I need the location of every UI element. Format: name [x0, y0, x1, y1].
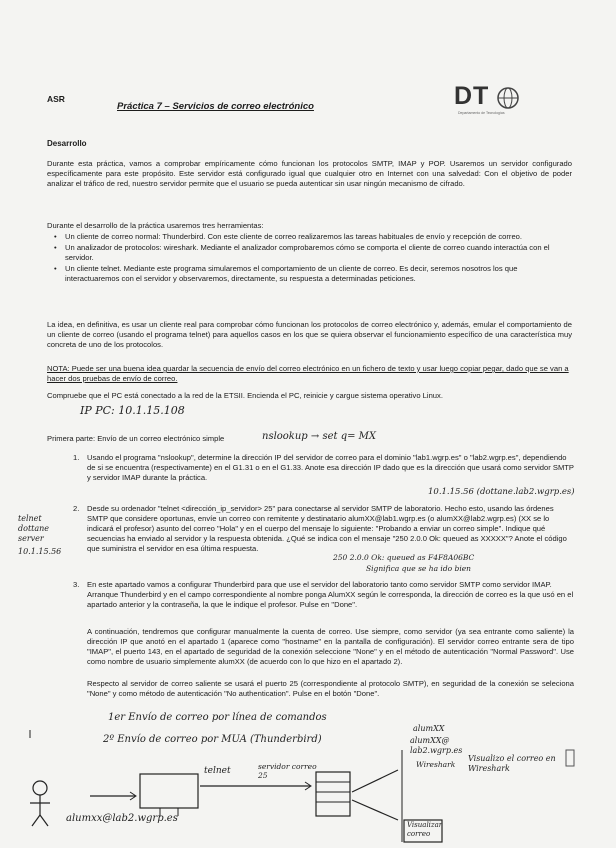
step-text: Desde su ordenador "telnet <dirección_ip_servidor> 25" para conectarse al servidor SMTP de laboratorio. Hecho esto, usando las órdenes SMTP que considere oportunas, envíe un correo con remitente y destinatario alumXX@lab1.wgrp.es (o alumXX@lab2.wgrp.es) (XX se lo indicará el profesor) asunto del correo "Hola" y en el cuerpo del mensaje lo siguiente: "Probando a enviar un correo simple". Indique qué secuencias ha enviado al servidor y la respuesta obtenida. ¿Qué se indica con el mensaje "250 2.0.0 Ok: queued as XXXXX"? Anote el código que suministra el servidor en esa última respuesta. [87, 504, 567, 553]
annotation-right-alum: alumXX [413, 724, 445, 733]
logo-text: DT [454, 82, 490, 110]
part1-title: Primera parte: Envío de un correo electrónico simple [47, 434, 225, 443]
annotation-nslookup: nslookup → set q= MX [262, 431, 377, 442]
page-title: Práctica 7 – Servicios de correo electrónico [117, 101, 314, 112]
step-3: 3. En este apartado vamos a configurar Thunderbird para que use el servidor del laboratorio tanto como servidor SMTP como servidor IMAP. Arranque Thunderbird y en el campo correspondiente al nombre ponga AlumXX según le corresponda, la dirección de correo es la que usó en el apartado anterior y la contraseña, la que le indique el profesor. Pulse en "Done". [73, 580, 574, 609]
course-code: ASR [47, 94, 65, 104]
idea-paragraph: La idea, en definitiva, es usar un cliente real para comprobar cómo funcionan los protocolos de correo electrónico y, además, emular el comportamiento de un cliente de correo (usando el programa telnet) para aquellos casos en los que se quiera observar el funcionamiento específico de una característica muy concreta de uno de los protocolos. [47, 320, 572, 349]
annotation-queued-meaning: Significa que se ha ido bien [366, 564, 472, 573]
annotation-stick-label: alumxx@lab2.wgrp.es [66, 813, 178, 824]
intro-paragraph: Durante esta práctica, vamos a comprobar empíricamente cómo funcionan los protocolos SMTP, IMAP y POP. Usaremos un servidor configurado específicamente para este propósito. Este servidor está configurado igual que cualquier otro en Internet con una salvedad: Con el objetivo de poder analizar el tráfico de red, nuestro servidor permite que el usuario se pueda autenticar sin usar ningún mecanismo de cifrado. [47, 159, 572, 188]
annotation-right-alum-at: alumXX@ [410, 736, 450, 745]
step-1: 1. Usando el programa "nslookup", determine la dirección IP del servidor de correo para el dominio "lab1.wgrp.es" o "lab2.wgrp.es", dependiendo de si se encuentra (respectivamente) en el G1.31 o en el G1.33. Anote esa dirección IP dado que es la dirección que usará como servidor SMTP y servidor IMAP durante la práctica. [73, 453, 574, 482]
annotation-wireshark: Wireshark [416, 760, 456, 769]
annotation-visualize-wireshark: Visualizo el correo en Wireshark [468, 754, 556, 773]
annotation-telnet: telnet [204, 766, 231, 776]
logo-globe-icon [496, 86, 520, 110]
annotation-visualize-box: Visualizar correo [407, 821, 443, 838]
annotation-second-send: 2º Envío de correo por MUA (Thunderbird) [103, 734, 322, 745]
check-paragraph: Compruebe que el PC está conectado a la red de la ETSII. Encienda el PC, reinicie y cargue sistema operativo Linux. [47, 391, 443, 400]
tools-list [47, 232, 572, 285]
annotation-ip-pc: IP PC: 10.1.15.108 [80, 404, 185, 417]
tool-item: • Un cliente de correo normal: Thunderbird. Con este cliente de correo realizaremos las tareas habituales de envío y recepción de correo. [47, 232, 572, 242]
annotation-ip-result: 10.1.15.56 (dottane.lab2.wgrp.es) [428, 487, 575, 497]
logo-subtitle: Departamento de Tecnologías [458, 111, 505, 115]
step-text: Usando el programa "nslookup", determine la dirección IP del servidor de correo para el dominio "lab1.wgrp.es" o "lab2.wgrp.es", dependiendo de si se encuentra (respectivamente) en el G1.31 o en el G1.33. Anote esa dirección IP dado que es la dirección que usará como servidor SMTP y servidor IMAP durante la práctica. [87, 453, 574, 482]
config-paragraph-2: Respecto al servidor de correo saliente se usará el puerto 25 (correspondiente al protocolo SMTP), en seguridad de la conexión se seleciona "None" y como método de autenticación "No authentication". Pulse en el botón "Done". [87, 679, 574, 698]
annotation-first-send: 1er Envío de correo por línea de comandos [108, 712, 327, 723]
tool-item: • Un cliente telnet. Mediante este programa simularemos el comportamiento de un cliente de correo. Es decir, seremos nosotros los que interactuaremos con el servidor y observaremos, directamente, su respuesta a determinadas peticiones. [47, 264, 572, 284]
step-text: En este apartado vamos a configurar Thunderbird para que use el servidor del laboratorio tanto como servidor SMTP como servidor IMAP. Arranque Thunderbird y en el campo correspondiente al nombre ponga AlumXX según le corresponda, la dirección de correo es la que usó en el apartado anterior y la contraseña, la que le indique el profesor. Pulse en "Done". [87, 580, 574, 609]
annotation-telnet-sub: servidor correo 25 [258, 762, 317, 780]
step-2: 2. Desde su ordenador "telnet <dirección_ip_servidor> 25" para conectarse al servidor SMTP de laboratorio. Hecho esto, usando las órdenes SMTP que considere oportunas, envíe un correo con remitente y destinatario alumXX@lab1.wgrp.es (o alumXX@lab2.wgrp.es) (XX se lo indicará el profesor) asunto del correo "Hola" y en el cuerpo del mensaje lo siguiente: "Probando a enviar un correo simple". Indique qué secuencias ha enviado al servidor y la respuesta obtenida. ¿Qué se indica con el mensaje "250 2.0.0 Ok: queued as XXXXX"? Anote el código que suministra el servidor en esa última respuesta. [73, 504, 567, 553]
config-paragraph-1: A continuación, tendremos que configurar manualmente la cuenta de correo. Use siempre, como servidor (ya sea entrante como saliente) la dirección IP que anotó en el apartado 1 (aparece como "hostname" en la pantalla de configuración). El servidor correo entrante sera de tipo "IMAP", el puerto 143, en el apartado de seguridad de la conexión seleccione "None" y en el método de autenticación "Normal Password". Use como nombre de usuario simplemente alumXX (de acuerdo con lo que hizo en el apartado 2). [87, 627, 574, 666]
section-heading: Desarrollo [47, 139, 87, 148]
tool-item: • Un analizador de protocolos: wireshark. Mediante el analizador comprobaremos cómo se comporta el cliente de correo cuando interactúa con el servidor. [47, 243, 572, 263]
annotation-queued: 250 2.0.0 Ok: queued as F4F8A06BC [333, 553, 475, 562]
tools-intro: Durante el desarrollo de la práctica usaremos tres herramientas: [47, 221, 264, 230]
logo [454, 82, 524, 122]
annotation-right-domain: lab2.wgrp.es [410, 746, 463, 755]
annotation-telnet-left-ip: 10.1.15.56 [18, 547, 62, 556]
nota-paragraph: NOTA: Puede ser una buena idea guardar la secuencia de envío del correo electrónico en un fichero de texto y usar luego copiar pegar, dado que se van a hacer dos pruebas de envío de correo. [47, 364, 569, 383]
annotation-telnet-left: telnet dottane server [18, 514, 50, 543]
